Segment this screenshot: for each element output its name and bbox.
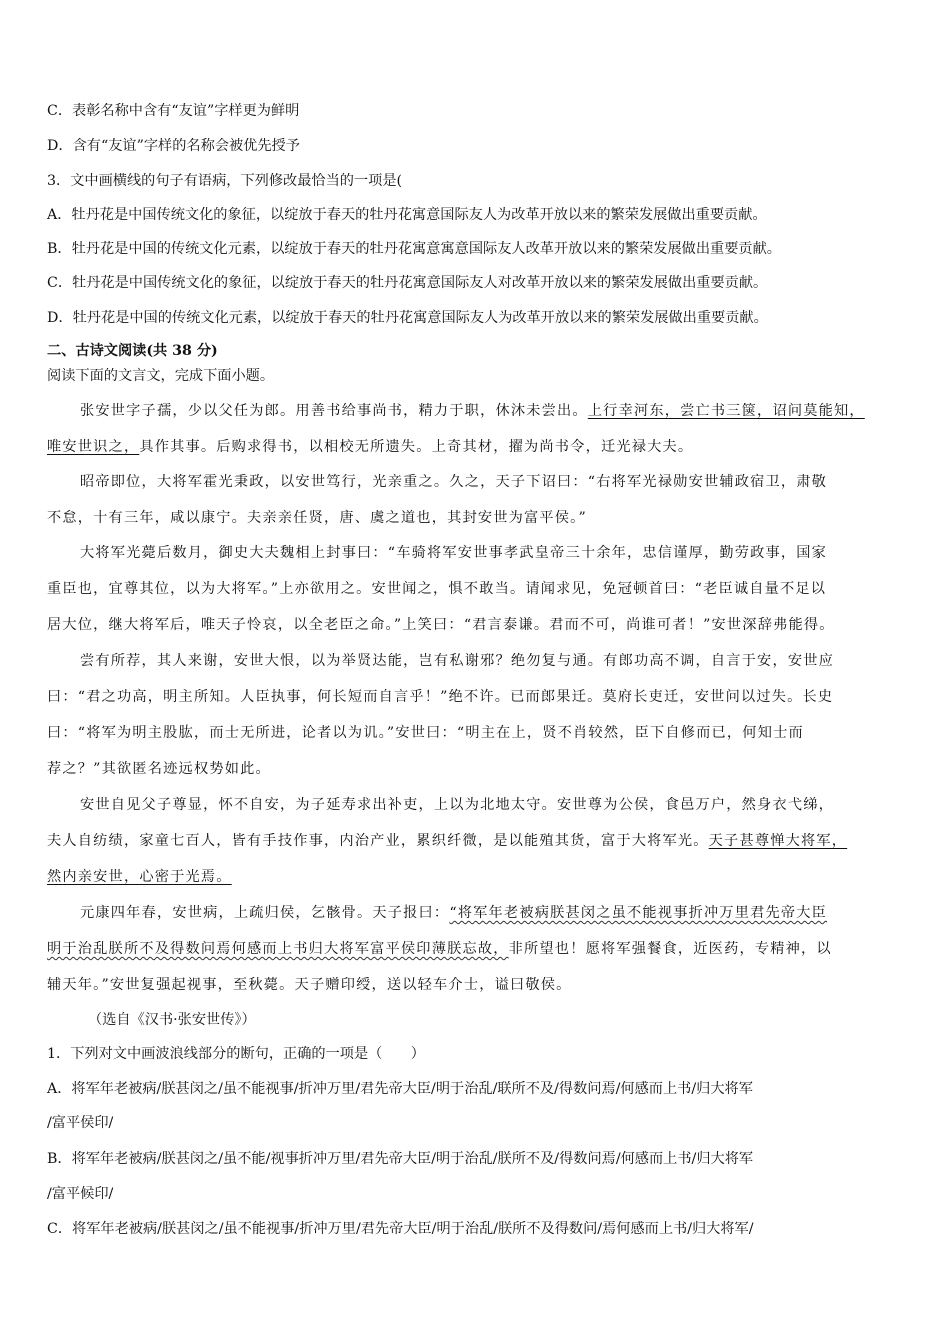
question-3-option-c: C．牡丹花是中国传统文化的象征，以绽放于春天的牡丹花寓意国际友人对改革开放以来的繁荣发展做出重要贡献。 <box>47 275 768 291</box>
question-3-option-b: B．牡丹花是中国的传统文化元素，以绽放于春天的牡丹花寓意寓意国际友人改革开放以来的繁荣发展做出重要贡献。 <box>47 241 781 257</box>
passage-line: 尝有所荐，其人来谢，安世大恨，以为举贤达能，岂有私谢邪？绝勿复与通。有郎功高不调，自言于安，安世应 <box>80 653 834 669</box>
passage-text: 张安世字子孺，少以父任为郎。用善书给事尚书，精力于职，休沐未尝出。 <box>80 403 588 419</box>
underlined-sentence: 上行幸河东，尝亡书三箧，诏问莫能知， <box>587 403 865 419</box>
passage-text: 非所望也！愿将军强餐食，近医药，专精神，以 <box>508 941 832 957</box>
question-1-option-a: A．将军年老被病/朕甚闵之/虽不能视事/折冲万里/君先帝大臣/明于治乱/联所不及/得数问焉/何感而上书/归大将军 <box>47 1081 753 1097</box>
passage-line <box>47 437 917 457</box>
passage-line: 重臣也，宜尊其位，以为大将军。”上亦欲用之。安世闻之，惧不敢当。请闻求见，免冠顿首曰：“老臣诚自量不足以 <box>47 581 827 597</box>
question-3-stem: 3．文中画横线的句子有语病，下列修改最恰当的一项是( <box>47 173 403 189</box>
passage-line: 大将军光薨后数月，御史大夫魏相上封事曰：“车骑将军安世事孝武皇帝三十余年，忠信谨厚，勤劳政事，国家 <box>80 545 828 561</box>
passage-line <box>47 867 917 887</box>
wavy-underlined-text: “将军年老被病朕甚闵之虽不能视事折冲万里君先帝大臣 <box>449 905 828 921</box>
underlined-sentence: 天子甚尊惮大将军， <box>708 833 848 849</box>
passage-line: 辅天年。”安世复强起视事，至秋薨。天子赠印绶，送以轻车介士，谥曰敬侯。 <box>47 977 572 993</box>
passage-line: 昭帝即位，大将军霍光秉政，以安世笃行，光亲重之。久之，天子下诏曰：“右将军光禄勋安世辅政宿卫，肃敬 <box>80 474 828 490</box>
passage-text: 夫人自纺绩，家童七百人，皆有手技作事，内治产业，累织纤微，是以能殖其货，富于大将军光。 <box>47 833 709 849</box>
prev-option-c: C．表彰名称中含有“友谊”字样更为鲜明 <box>47 103 300 119</box>
passage-line: 不怠，十有三年，咸以康宁。夫亲亲任贤，唐、虞之道也，其封安世为富平侯。” <box>47 510 587 526</box>
passage-text: 具作其事。后购求得书，以相校无所遗失。上奇其材，擢为尚书令，迁光禄大夫。 <box>139 439 694 455</box>
question-1-option-b-cont: /富平候印/ <box>47 1186 114 1202</box>
question-1-option-a-cont: /富平侯印/ <box>47 1115 114 1131</box>
question-1-option-c: C．将军年老被病/朕甚闵之/虽不能视事/折冲万里/君先帝大臣/明于治乱/朕所不及得数问/焉何感而上书/归大将军/ <box>47 1221 754 1237</box>
question-1-option-b: B．将军年老被病/朕甚闵之/虽不能/视事折冲万里/君先帝大臣/明于治乱/朕所不及/得数问焉/何感而上书/归大将军 <box>47 1151 754 1167</box>
passage-line: 曰：“君之功高，明主所知。人臣执事，何长短而自言乎！”绝不许。已而郎果迁。莫府长吏迁，安世问以过失。长史 <box>47 689 834 705</box>
question-1-stem: 1．下列对文中画波浪线部分的断句，正确的一项是（ ） <box>47 1046 425 1062</box>
underlined-sentence: 然内亲安世，心密于光焉。 <box>47 869 232 885</box>
passage-source: （选自《汉书·张安世传》） <box>88 1012 256 1028</box>
underlined-sentence: 唯安世识之， <box>47 439 140 455</box>
passage-line: 居大位，继大将军后，唯天子怜哀，以全老臣之命。”上笑曰：“君言泰谦。君而不可，尚谁可者！”安世深辞弗能得。 <box>47 617 835 633</box>
wavy-underlined-text: 明于治乱朕所不及得数问焉何感而上书归大将军富平侯印薄朕忘故， <box>47 941 509 957</box>
section-heading: 二、古诗文阅读(共 38 分) <box>47 343 218 359</box>
question-3-option-d: D．牡丹花是中国的传统文化元素，以绽放于春天的牡丹花寓意国际友人为改革开放以来的繁荣发展做出重要贡献。 <box>47 310 768 326</box>
passage-line <box>80 401 918 421</box>
passage-line: 安世自见父子尊显，怀不自安，为子延寿求出补吏，上以为北地太守。安世尊为公侯，食邑万户，然身衣弋绨， <box>80 797 834 813</box>
question-3-option-a: A．牡丹花是中国传统文化的象征，以绽放于春天的牡丹花寓意国际友人为改革开放以来的繁荣发展做出重要贡献。 <box>47 207 767 223</box>
passage-text: 元康四年春，安世病，上疏归侯，乞骸骨。天子报曰： <box>80 905 450 921</box>
section-intro: 阅读下面的文言文，完成下面小题。 <box>47 368 275 384</box>
passage-line <box>80 903 918 923</box>
passage-line: 荐之？”其欲匿名迹远权势如此。 <box>47 761 271 777</box>
passage-line: 曰：“将军为明主股肱，而士无所进，论者以为讥。”安世曰：“明主在上，贤不肖较然，臣下自修而已，何知士而 <box>47 725 804 741</box>
passage-line <box>47 939 917 959</box>
prev-option-d: D．含有“友谊”字样的名称会被优先授予 <box>47 138 300 154</box>
passage-line <box>47 831 917 851</box>
